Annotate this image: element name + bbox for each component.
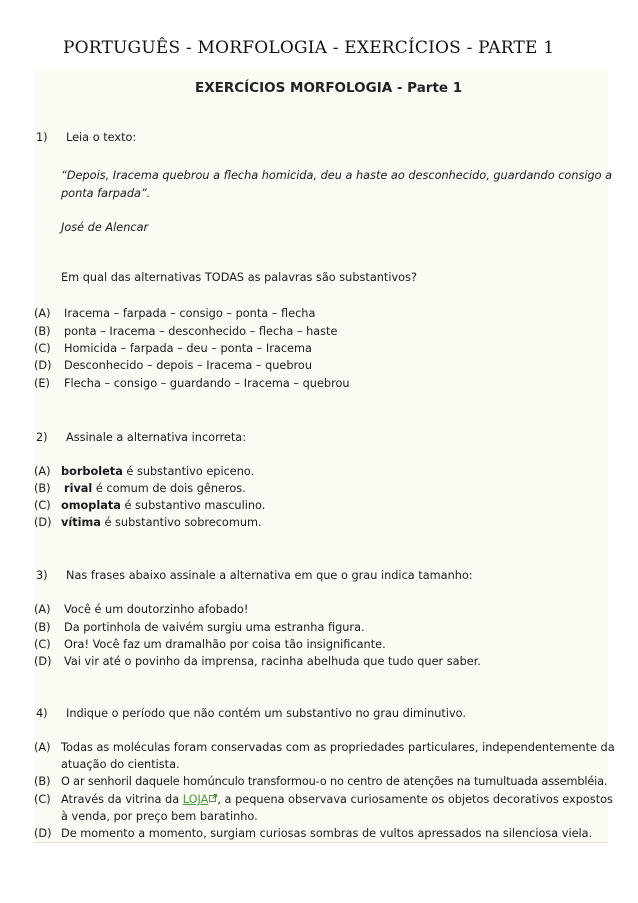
q2-option-label: (B) bbox=[34, 482, 51, 495]
q2-option bbox=[61, 464, 254, 479]
q4-option-label: (C) bbox=[34, 793, 51, 806]
q4-option-a-line2: atuação do cientista. bbox=[61, 758, 180, 771]
q1-option-label: (E) bbox=[34, 377, 50, 390]
q1-option-text: Homicida – farpada – deu – ponta – Iracema bbox=[64, 342, 312, 355]
q3-option-text: Você é um doutorzinho afobado! bbox=[64, 603, 249, 616]
q3-number: 3) bbox=[36, 569, 48, 582]
q2-option-text: é comum de dois gêneros. bbox=[92, 482, 246, 495]
q2-option bbox=[61, 515, 262, 530]
q3-option-label: (D) bbox=[34, 655, 52, 668]
q1-option-text: Iracema – farpada – consigo – ponta – flecha bbox=[64, 307, 316, 320]
q2-option-term: vítima bbox=[61, 516, 101, 529]
q2-option-term: omoplata bbox=[61, 499, 121, 512]
q3-option-label: (A) bbox=[34, 603, 51, 616]
q2-option-label: (A) bbox=[34, 465, 51, 478]
q4-option-label: (D) bbox=[34, 827, 52, 840]
q1-option-text: Desconhecido – depois – Iracema – quebrou bbox=[64, 359, 312, 372]
q4-option-c-text: Através da vitrina da bbox=[61, 793, 183, 806]
q1-prompt: Leia o texto: bbox=[66, 131, 137, 144]
q1-option-label: (B) bbox=[34, 325, 51, 338]
q4-option-c-line1 bbox=[61, 792, 613, 807]
q1-quote-line1: “Depois, Iracema quebrou a flecha homicida, deu a haste ao desconhecido, guardando consigo a bbox=[61, 169, 613, 182]
q2-number: 2) bbox=[36, 431, 48, 444]
q4-option-c-line2: à venda, por preço bem baratinho. bbox=[61, 810, 258, 823]
q3-option-label: (C) bbox=[34, 638, 51, 651]
q3-option-text: Da portinhola de vaivém surgiu uma estranha figura. bbox=[64, 621, 365, 634]
q2-option-label: (C) bbox=[34, 499, 51, 512]
q3-option-text: Vai vir até o povinho da imprensa, racinha abelhuda que tudo quer saber. bbox=[64, 655, 481, 668]
document-page bbox=[34, 68, 615, 843]
page-title: PORTUGUÊS - MORFOLOGIA - EXERCÍCIOS - PARTE 1 bbox=[63, 38, 555, 58]
q1-option-label: (A) bbox=[34, 307, 51, 320]
q4-option-label: (B) bbox=[34, 775, 51, 788]
q1-option-label: (C) bbox=[34, 342, 51, 355]
q1-option-text: Flecha – consigo – guardando – Iracema – quebrou bbox=[64, 377, 350, 390]
q1-question: Em qual das alternativas TODAS as palavras são substantivos? bbox=[61, 271, 417, 284]
q1-option-label: (D) bbox=[34, 359, 52, 372]
q2-prompt: Assinale a alternativa incorreta: bbox=[66, 431, 247, 444]
q1-option-text: ponta – Iracema – desconhecido – flecha – haste bbox=[64, 325, 338, 338]
loja-link[interactable]: LOJA bbox=[182, 793, 209, 806]
q2-option-term: borboleta bbox=[61, 465, 123, 478]
q2-option-label: (D) bbox=[34, 516, 52, 529]
q2-option-term: rival bbox=[64, 482, 93, 495]
q2-option bbox=[61, 498, 265, 513]
q4-option-a-line1: Todas as moléculas foram conservadas com as propriedades particulares, independentemente da bbox=[61, 741, 615, 754]
q3-option-text: Ora! Você faz um dramalhão por coisa tão insignificante. bbox=[64, 638, 386, 651]
exercise-title: EXERCÍCIOS MORFOLOGIA - Parte 1 bbox=[195, 80, 463, 96]
q1-author: José de Alencar bbox=[61, 221, 149, 234]
q4-option-b: O ar senhoril daquele homúnculo transformou-o no centro de atenções na tumultuada assembléia. bbox=[61, 775, 608, 788]
q4-option-label: (A) bbox=[34, 741, 51, 754]
q2-option-text: é substantivo sobrecomum. bbox=[100, 516, 262, 529]
q2-option-text: é substantivo masculino. bbox=[120, 499, 266, 512]
q2-option bbox=[64, 481, 246, 496]
q4-option-c-text: , a pequena observava curiosamente os objetos decorativos expostos bbox=[217, 793, 613, 806]
q4-prompt: Indique o período que não contém um substantivo no grau diminutivo. bbox=[66, 707, 466, 720]
q1-quote-line2: ponta farpada”. bbox=[61, 187, 151, 200]
q1-number: 1) bbox=[36, 131, 48, 144]
q2-option-text: é substantivo epiceno. bbox=[122, 465, 255, 478]
q3-prompt: Nas frases abaixo assinale a alternativa em que o grau indica tamanho: bbox=[66, 569, 473, 582]
q4-option-d: De momento a momento, surgiam curiosas sombras de vultos apressados na silenciosa viela. bbox=[61, 827, 593, 840]
q4-number: 4) bbox=[36, 707, 48, 720]
q3-option-label: (B) bbox=[34, 621, 51, 634]
